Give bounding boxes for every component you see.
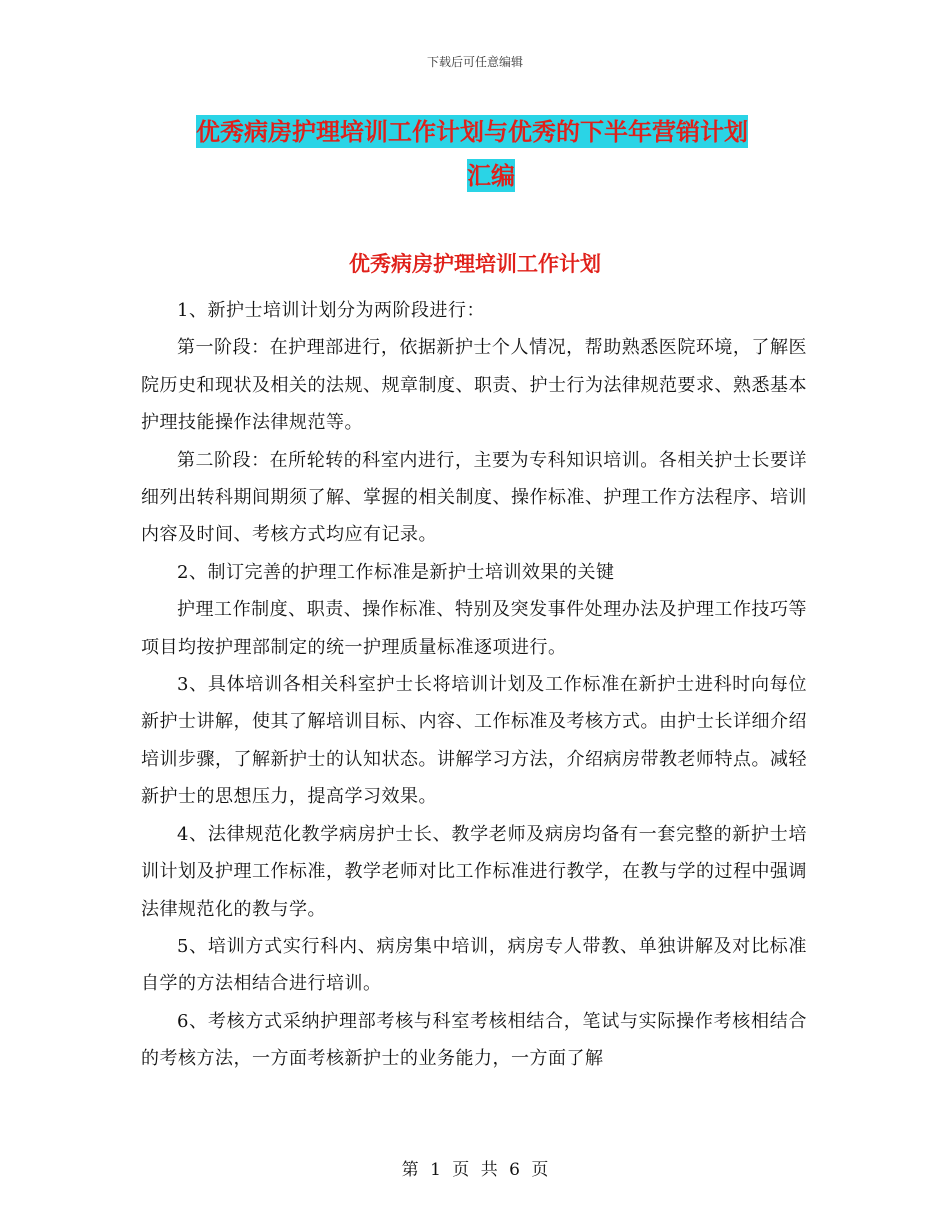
- document-title-line2: 汇编: [467, 161, 515, 190]
- page-number-footer: 第 1 页 共 6 页: [401, 1160, 549, 1180]
- paragraph: 3、具体培训各相关科室护士长将培训计划及工作标准在新护士进科时向每位新护士讲解，使其了解培训目标、内容、工作标准及考核方式。由护士长详细介绍培训步骤，了解新护士的认知状态。讲解学习方法，介绍病房带教老师特点。减轻新护士的思想压力，提高学习效果。: [141, 674, 807, 808]
- paragraph: 6、考核方式采纳护理部考核与科室考核相结合，笔试与实际操作考核相结合的考核方法，一方面考核新护士的业务能力，一方面了解: [141, 1010, 807, 1070]
- document-title: [196, 110, 806, 198]
- paragraph: 1、新护士培训计划分为两阶段进行：: [177, 300, 485, 321]
- paragraph: 第二阶段：在所轮转的科室内进行，主要为专科知识培训。各相关护士长要详细列出转科期间期须了解、掌握的相关制度、操作标准、护理工作方法程序、培训内容及时间、考核方式均应有记录。: [141, 449, 807, 546]
- paragraph: 第一阶段：在护理部进行，依据新护士个人情况，帮助熟悉医院环境，了解医院历史和现状及相关的法规、规章制度、职责、护士行为法律规范要求、熟悉基本护理技能操作法律规范等。: [141, 337, 807, 434]
- paragraph: 4、法律规范化教学病房护士长、教学老师及病房均备有一套完整的新护士培训计划及护理工作标准，教学老师对比工作标准进行教学，在教与学的过程中强调法律规范化的教与学。: [141, 823, 807, 920]
- paragraph: 5、培训方式实行科内、病房集中培训，病房专人带教、单独讲解及对比标准自学的方法相结合进行培训。: [141, 935, 807, 995]
- document-title-line1: 优秀病房护理培训工作计划与优秀的下半年营销计划: [196, 117, 748, 146]
- section-title: 优秀病房护理培训工作计划: [349, 251, 601, 276]
- paragraph: 2、制订完善的护理工作标准是新护士培训效果的关键: [177, 561, 615, 583]
- body-text: [141, 292, 807, 1078]
- header-note: 下载后可任意编辑: [426, 55, 523, 69]
- paragraph: 护理工作制度、职责、操作标准、特别及突发事件处理办法及护理工作技巧等项目均按护理部制定的统一护理质量标准逐项进行。: [141, 599, 807, 658]
